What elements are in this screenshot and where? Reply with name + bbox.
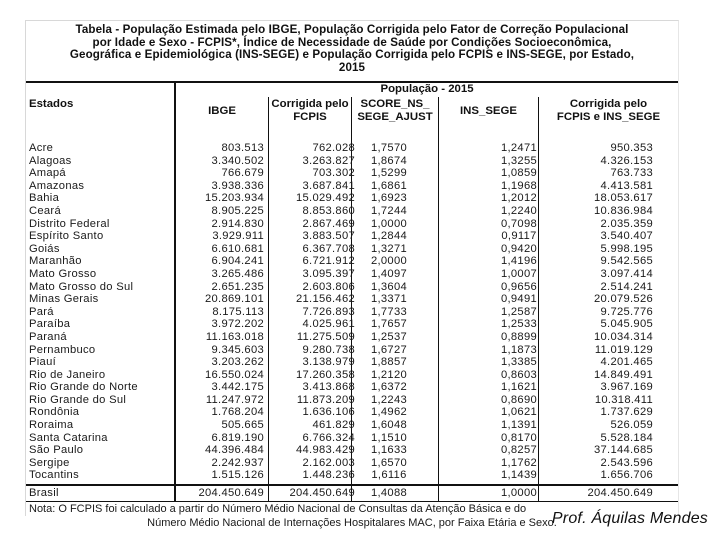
cell-fcpis: 44.983.429 [296,444,355,457]
cell-ibge: 6.819.190 [211,431,264,444]
header-score-line2: SEGE_AJUST [357,110,433,123]
cell-ins: 1,0621 [500,406,538,419]
cell-ibge: 803.513 [221,142,264,154]
cell-ibge: 1.515.126 [211,469,264,482]
cell-score: 1,2537 [370,330,408,343]
cell-ibge: 3.340.502 [211,154,264,167]
cell-ibge: 8.175.113 [212,305,264,318]
cell-ins: 0,8603 [500,368,538,381]
cell-score: 1,0000 [370,217,408,230]
cell-score: 1,6861 [370,179,408,192]
cell-final: 2.035.359 [600,217,653,230]
cell-ins: 1,2240 [500,204,538,217]
cell-estado: Alagoas [29,154,72,167]
table-row [26,444,678,457]
table-row [26,218,678,231]
cell-estado: Bahia [29,192,60,205]
cell-estado: Acre [29,142,54,154]
cell-estado: Distrito Federal [29,217,110,230]
cell-score: 1,3271 [370,242,408,255]
cell-ibge: 2.242.937 [211,456,264,469]
header-final-line2: FCPIS e INS_SEGE [556,110,661,123]
cell-ins: 0,8899 [500,330,538,343]
cell-ibge: 6.904.241 [211,255,264,268]
cell-ins: 0,8170 [500,431,538,444]
cell-fcpis: 3.138.979 [302,356,355,369]
cell-ins: 0,8690 [500,393,538,406]
table-row [26,406,678,419]
table-title [26,21,678,74]
cell-final: 9.725.776 [600,305,653,318]
cell-final: 204.450.649 [587,487,653,499]
table-row [26,180,678,193]
table-row [26,167,678,180]
table-note-line2: Número Médio Nacional de Internações Hospitalares MAC, por Faixa Etária e Sexo. [147,517,557,529]
cell-score: 1,7570 [370,142,408,154]
table-row [26,243,678,256]
cell-fcpis: 1.636.106 [302,406,355,419]
table-row [26,155,678,168]
cell-score: 1,6923 [370,192,408,205]
cell-estado: Roraima [29,419,74,432]
table-row [26,192,678,205]
cell-ins: 1,2587 [500,305,538,318]
cell-fcpis: 11.873.209 [296,393,355,406]
cell-final: 37.144.685 [594,444,653,457]
cell-final: 14.849.491 [594,368,653,381]
header-ins: INS_SEGE [460,105,517,117]
cell-ins: 1,2012 [500,192,538,205]
cell-estado: Piauí [29,356,56,369]
table-row [26,281,678,294]
cell-ins: 1,4196 [500,255,538,268]
cell-ibge: 8.905.225 [211,204,264,217]
cell-estado: Mato Grosso [29,267,97,280]
cell-fcpis: 3.095.397 [302,267,355,280]
cell-score: 1,2844 [370,230,408,243]
cell-score: 1,1510 [370,431,408,444]
cell-ins: 1,3255 [500,154,538,167]
cell-fcpis: 11.275.509 [296,330,355,343]
cell-score: 1,7733 [370,305,408,318]
cell-ins: 1,1873 [500,343,538,356]
cell-ins: 0,9491 [500,293,538,306]
cell-final: 4.326.153 [600,154,653,167]
cell-estado: Mato Grosso do Sul [29,280,134,293]
cell-ibge: 3.929.911 [212,230,264,243]
cell-fcpis: 2.603.806 [302,280,355,293]
cell-score: 1,7657 [370,318,408,331]
cell-final: 4.413.581 [600,179,653,192]
cell-ibge: 1.768.204 [211,406,264,419]
cell-fcpis: 3.413.868 [302,381,355,394]
cell-fcpis: 17.260.358 [296,368,355,381]
cell-ibge: 3.972.202 [211,318,264,331]
cell-score: 1,4088 [370,487,408,499]
cell-estado: Rio Grande do Norte [29,381,138,394]
title-line: Geográfica e Epidemiológica (INS-SEGE) e População Corrigida pelo FCPIS e INS-SEGE, por Estado, [69,48,635,62]
cell-estado: Tocantins [29,469,79,482]
table-row [26,469,678,482]
cell-ibge: 15.203.934 [205,192,264,205]
cell-score: 1,4962 [370,406,408,419]
cell-fcpis: 703.302 [312,167,355,180]
cell-fcpis: 4.025.961 [302,318,355,331]
cell-ibge: 505.665 [221,419,264,432]
table-row [26,255,678,268]
cell-ibge: 766.679 [221,167,264,180]
cell-ins: 1,1968 [500,179,538,192]
cell-ibge: 3.203.262 [211,356,264,369]
cell-ibge: 204.450.649 [198,487,264,499]
cell-score: 2,0000 [370,255,408,268]
cell-ins: 1,0007 [500,267,538,280]
table-row [26,432,678,445]
cell-ins: 1,0859 [500,167,538,180]
header-fcpis-line1: Corrigida pelo [271,98,349,110]
cell-fcpis: 3.883.507 [302,230,355,243]
cell-fcpis: 3.687.841 [302,179,355,192]
cell-estado: Rondônia [29,406,80,419]
table-row [26,356,678,369]
cell-score: 1,4097 [370,267,408,280]
cell-ibge: 3.265.486 [211,267,264,280]
header-fcpis [269,98,351,123]
cell-ibge: 16.550.024 [205,368,264,381]
author-signature: Prof. Áquilas Mendes [551,510,708,527]
cell-fcpis: 6.721.912 [302,255,355,268]
cell-ibge: 3.938.336 [211,179,264,192]
cell-estado: Minas Gerais [29,293,99,306]
table-row [26,457,678,470]
cell-score: 1,8674 [370,154,408,167]
header-fcpis-line2: FCPIS [293,110,327,123]
cell-fcpis: 204.450.649 [289,487,355,499]
cell-fcpis: 2.867.469 [302,217,355,230]
cell-fcpis: 762.028 [312,142,355,154]
header-estados: Estados [29,98,74,110]
table-row [26,268,678,281]
cell-score: 1,2243 [370,393,408,406]
cell-final: 4.201.465 [600,356,653,369]
table-row [26,381,678,394]
cell-estado: Espírito Santo [29,230,104,243]
cell-ins: 0,9117 [501,230,537,243]
cell-final: 526.059 [610,419,653,432]
cell-fcpis: 9.280.738 [302,343,355,356]
cell-ins: 1,1762 [500,456,538,469]
cell-estado: Ceará [29,204,61,217]
cell-estado: Rio de Janeiro [29,368,106,381]
cell-score: 1,7244 [370,204,408,217]
cell-ibge: 20.869.101 [205,293,264,306]
cell-ibge: 2.914.830 [211,217,264,230]
cell-score: 1,2120 [370,368,408,381]
cell-score: 1,5299 [370,167,408,180]
cell-fcpis: 2.162.003 [302,456,355,469]
cell-final: 18.053.617 [594,192,653,205]
cell-estado: Amapá [29,167,66,180]
cell-final: 10.318.411 [594,393,653,406]
cell-ins: 1,1391 [500,419,538,432]
cell-final: 950.353 [610,142,653,154]
cell-ibge: 44.396.484 [205,444,264,457]
title-line: por Idade e Sexo - FCPIS*, Índice de Necessidade de Saúde por Condições Socioeconômica, [92,35,612,49]
cell-score: 1,3371 [370,293,408,306]
title-line: 2015 [338,60,366,74]
table-row [26,419,678,432]
cell-ins: 0,9656 [500,280,538,293]
cell-score: 1,6727 [370,343,408,356]
cell-estado: Amazonas [29,179,85,192]
cell-fcpis: 1.448.236 [302,469,355,482]
cell-score: 1,1633 [370,444,408,457]
cell-ins: 1,1621 [500,381,538,394]
title-line: Tabela - População Estimada pelo IBGE, População Corrigida pelo Fator de Correção Populacional [75,23,629,36]
cell-ibge: 11.163.018 [205,330,264,343]
cell-estado: Goiás [29,242,60,255]
table-row [26,394,678,407]
cell-estado: São Paulo [29,444,84,457]
cell-final: 2.514.241 [600,280,653,293]
cell-ibge: 2.651.235 [211,280,264,293]
cell-fcpis: 7.726.893 [302,305,355,318]
cell-fcpis: 6.766.324 [302,431,355,444]
cell-ins: 1,3385 [500,356,538,369]
header-score [352,98,438,123]
group-header-populacao: População - 2015 [380,83,474,95]
table-row [26,306,678,319]
cell-final: 10.836.984 [594,204,653,217]
cell-ins: 1,2533 [500,318,538,331]
cell-estado: Brasil [29,487,59,499]
cell-final: 3.097.414 [600,267,653,280]
cell-estado: Sergipe [29,456,70,469]
cell-ins: 0,9420 [500,242,538,255]
cell-score: 1,6048 [370,419,408,432]
cell-score: 1,8857 [370,356,408,369]
cell-final: 20.079.526 [594,293,653,306]
cell-estado: Rio Grande do Sul [29,393,127,406]
cell-final: 11.019.129 [594,343,653,356]
cell-ins: 1,1439 [500,469,538,482]
table-row [26,331,678,344]
cell-fcpis: 21.156.462 [296,293,355,306]
table-body [26,142,678,482]
cell-estado: Paraíba [29,318,71,331]
cell-score: 1,3604 [370,280,408,293]
cell-ins: 0,7098 [500,217,538,230]
cell-estado: Santa Catarina [29,431,108,444]
table-row [26,318,678,331]
cell-fcpis: 461.829 [312,419,355,432]
cell-score: 1,6570 [370,456,408,469]
cell-estado: Maranhão [29,255,82,268]
cell-estado: Pará [29,305,54,318]
cell-ins: 1,2471 [500,142,538,154]
cell-final: 10.034.314 [594,330,653,343]
cell-final: 3.967.169 [600,381,653,394]
table-row [26,230,678,243]
cell-ins: 0,8257 [500,444,538,457]
table-row [26,344,678,357]
cell-fcpis: 3.263.827 [302,154,355,167]
header-score-line1: SCORE_NS_ [360,98,430,110]
cell-final: 5.045.905 [600,318,653,331]
cell-final: 5.998.195 [600,242,653,255]
cell-estado: Pernambuco [29,343,96,356]
cell-final: 2.543.596 [600,456,653,469]
table-row [26,369,678,382]
cell-ibge: 3.442.175 [211,381,264,394]
table-note-line1: Nota: O FCPIS foi calculado a partir do Número Médio Nacional de Consultas da Atenção Básica e do [29,503,527,515]
table-row [26,293,678,306]
cell-ibge: 9.345.603 [211,343,264,356]
header-final [539,98,678,123]
cell-estado: Paraná [29,330,67,343]
cell-score: 1,6116 [371,469,407,482]
cell-final: 1.737.629 [600,406,653,419]
cell-ibge: 6.610.681 [211,242,264,255]
table-row-total [26,486,678,500]
table-row [26,142,678,155]
cell-ins: 1,0000 [500,487,538,499]
cell-fcpis: 6.367.708 [302,242,355,255]
header-ibge: IBGE [208,105,236,117]
cell-score: 1,6372 [370,381,408,394]
cell-final: 5.528.184 [600,431,653,444]
cell-fcpis: 15.029.492 [296,192,355,205]
cell-final: 9.542.565 [600,255,653,268]
cell-final: 3.540.407 [600,230,653,243]
table-row [26,205,678,218]
cell-final: 1.656.706 [600,469,653,482]
cell-ibge: 11.247.972 [205,393,264,406]
header-final-line1: Corrigida pelo [569,98,648,110]
cell-fcpis: 8.853.860 [302,204,355,217]
cell-final: 763.733 [610,167,653,180]
